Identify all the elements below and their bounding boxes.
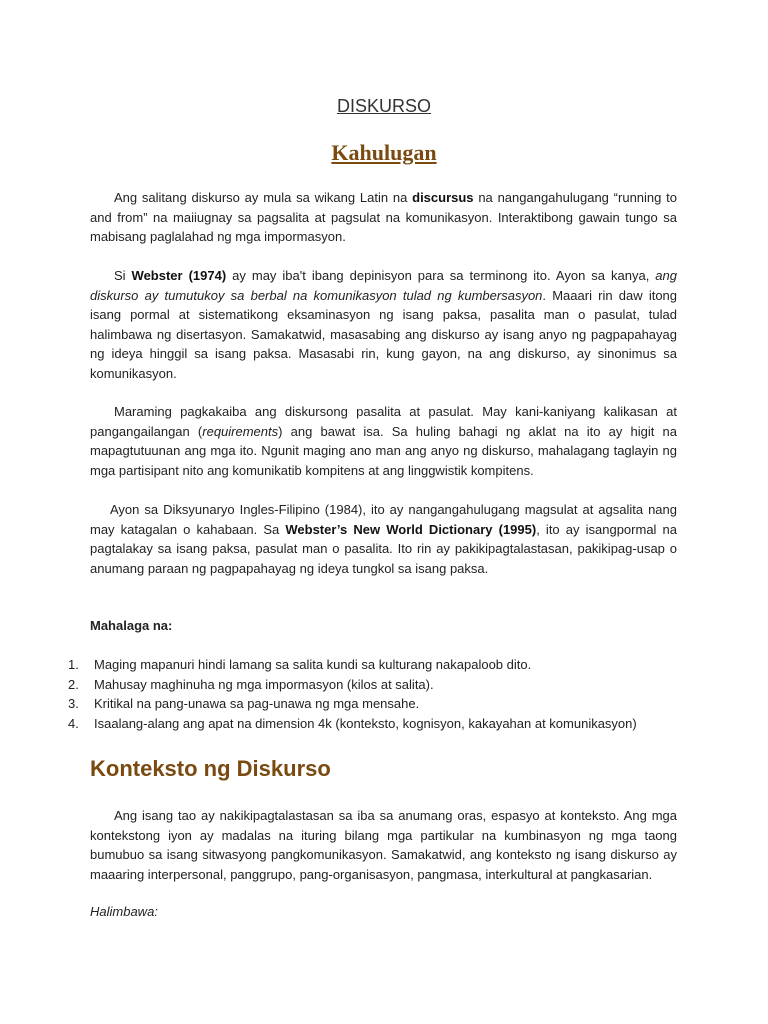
section-heading-kahulugan: Kahulugan xyxy=(331,140,437,165)
list-item-number: 3. xyxy=(68,696,79,712)
paragraph-3-text-c: ) ang bawat isa. Sa huling bahagi ng aklat na ito ay higit na mapagtutuunan ang mga ito. Ngunit maging ano man ang anyo ng diskurso, mahalagang taglayin ng mga partisipant nito ang komunikatib kompitens at ang linggwistik kompitens. xyxy=(90,423,677,478)
paragraph-1-bold-term: discursus xyxy=(412,190,474,205)
paragraph-3 xyxy=(90,402,677,480)
list-item-number: 2. xyxy=(68,676,79,692)
paragraph-4-text-a: Ayon sa Diksyunaryo Ingles-Filipino (1984), ito ay nangangahulugang magsulat at agsalita nang may katagalan o kahabaan. Sa xyxy=(90,502,677,537)
paragraph-1-text-c: na nangangahulugang “running to and from” na maiiugnay sa pagsalita at pagsulat na komunikasyon. Interaktibong gawain tungo sa mabisang paglalahad ng mga impormasyon. xyxy=(90,190,677,245)
paragraph-5 xyxy=(90,806,677,884)
paragraph-3-text-a: Maraming pagkakaiba ang diskursong pasalita at pasulat. May kani-kaniyang kalikasan at pangangailangan ( xyxy=(90,404,677,439)
paragraph-2 xyxy=(90,266,677,384)
paragraph-5-text: Ang isang tao ay nakikipagtalastasan sa iba sa anumang oras, espasyo at konteksto. Ang mga kontekstong iyon ay madalas na ituring bilang mga partikular na kumbinasyon ng mga taong bumubuo sa isang sitwasyong pangkomunikasyon. Samakatwid, ang konteksto ng isang diskurso ay maaaring interpersonal, panggrupo, pang-organisasyon, pangmasa, interkultural at pangkasarian. xyxy=(90,808,677,882)
paragraph-1-text-a: Ang salitang diskurso ay mula sa wikang Latin na xyxy=(114,190,413,205)
paragraph-4 xyxy=(90,500,677,578)
list-item-text: Isaalang-alang ang apat na dimension 4k (konteksto, kognisyon, kakayahan at komunikasyon) xyxy=(94,715,637,731)
list-item-number: 4. xyxy=(68,715,79,731)
paragraph-2-text-c: ay may iba't ibang depinisyon para sa terminong ito. Ayon sa kanya, xyxy=(226,268,656,283)
section-heading-konteksto: Konteksto ng Diskurso xyxy=(90,756,331,781)
numbered-list xyxy=(68,655,688,733)
paragraph-2-italic-definition: ang diskurso ay tumutukoy sa berbal na komunikasyon tulad ng kumbersasyon xyxy=(90,268,677,303)
list-item-text: Maging mapanuri hindi lamang sa salita kundi sa kulturang nakapaloob dito. xyxy=(94,657,532,672)
list-item-number: 1. xyxy=(68,657,79,672)
list-item-text: Kritikal na pang-unawa sa pag-unawa ng mga mensahe. xyxy=(94,696,420,712)
list-item xyxy=(68,714,688,734)
paragraph-4-text-c: , ito ay isangpormal na pagtalakay sa isang paksa, pasulat man o pasalita. Ito rin ay pakikipagtalastasan, pakikipag-usap o anumang paraan ng pagpapahayag ng ideya tungkol sa isang paksa. xyxy=(90,521,678,576)
document-title: DISKURSO xyxy=(336,96,432,116)
paragraph-2-text-e: . Maaari rin daw itong isang pormal at sistematikong eksaminasyon ng isang paksa, pasalita man o pasulat, tulad halimbawa ng disertasyon. Samakatwid, masasabing ang diskurso ay isang anyo ng pagpapahayag ng ideya hinggil sa isang paksa. Masasabi rin, kung gayon, na ang diskurso, ay sinonimus sa komunikasyon. xyxy=(90,287,678,381)
halimbawa-label: Halimbawa: xyxy=(90,904,158,919)
paragraph-2-bold-webster: Webster (1974) xyxy=(131,268,227,283)
list-item-text: Mahusay maghinuha ng mga impormasyon (kilos at salita). xyxy=(94,676,434,692)
paragraph-2-text-a: Si xyxy=(114,268,132,283)
list-item xyxy=(68,655,688,675)
list-item xyxy=(68,675,688,695)
mahalaga-label: Mahalaga na: xyxy=(90,618,173,633)
paragraph-3-italic-requirements: requirements xyxy=(202,423,279,439)
paragraph-4-bold-dictionary: Webster’s New World Dictionary (1995) xyxy=(285,521,537,537)
paragraph-1 xyxy=(90,188,677,247)
list-item xyxy=(68,694,688,714)
